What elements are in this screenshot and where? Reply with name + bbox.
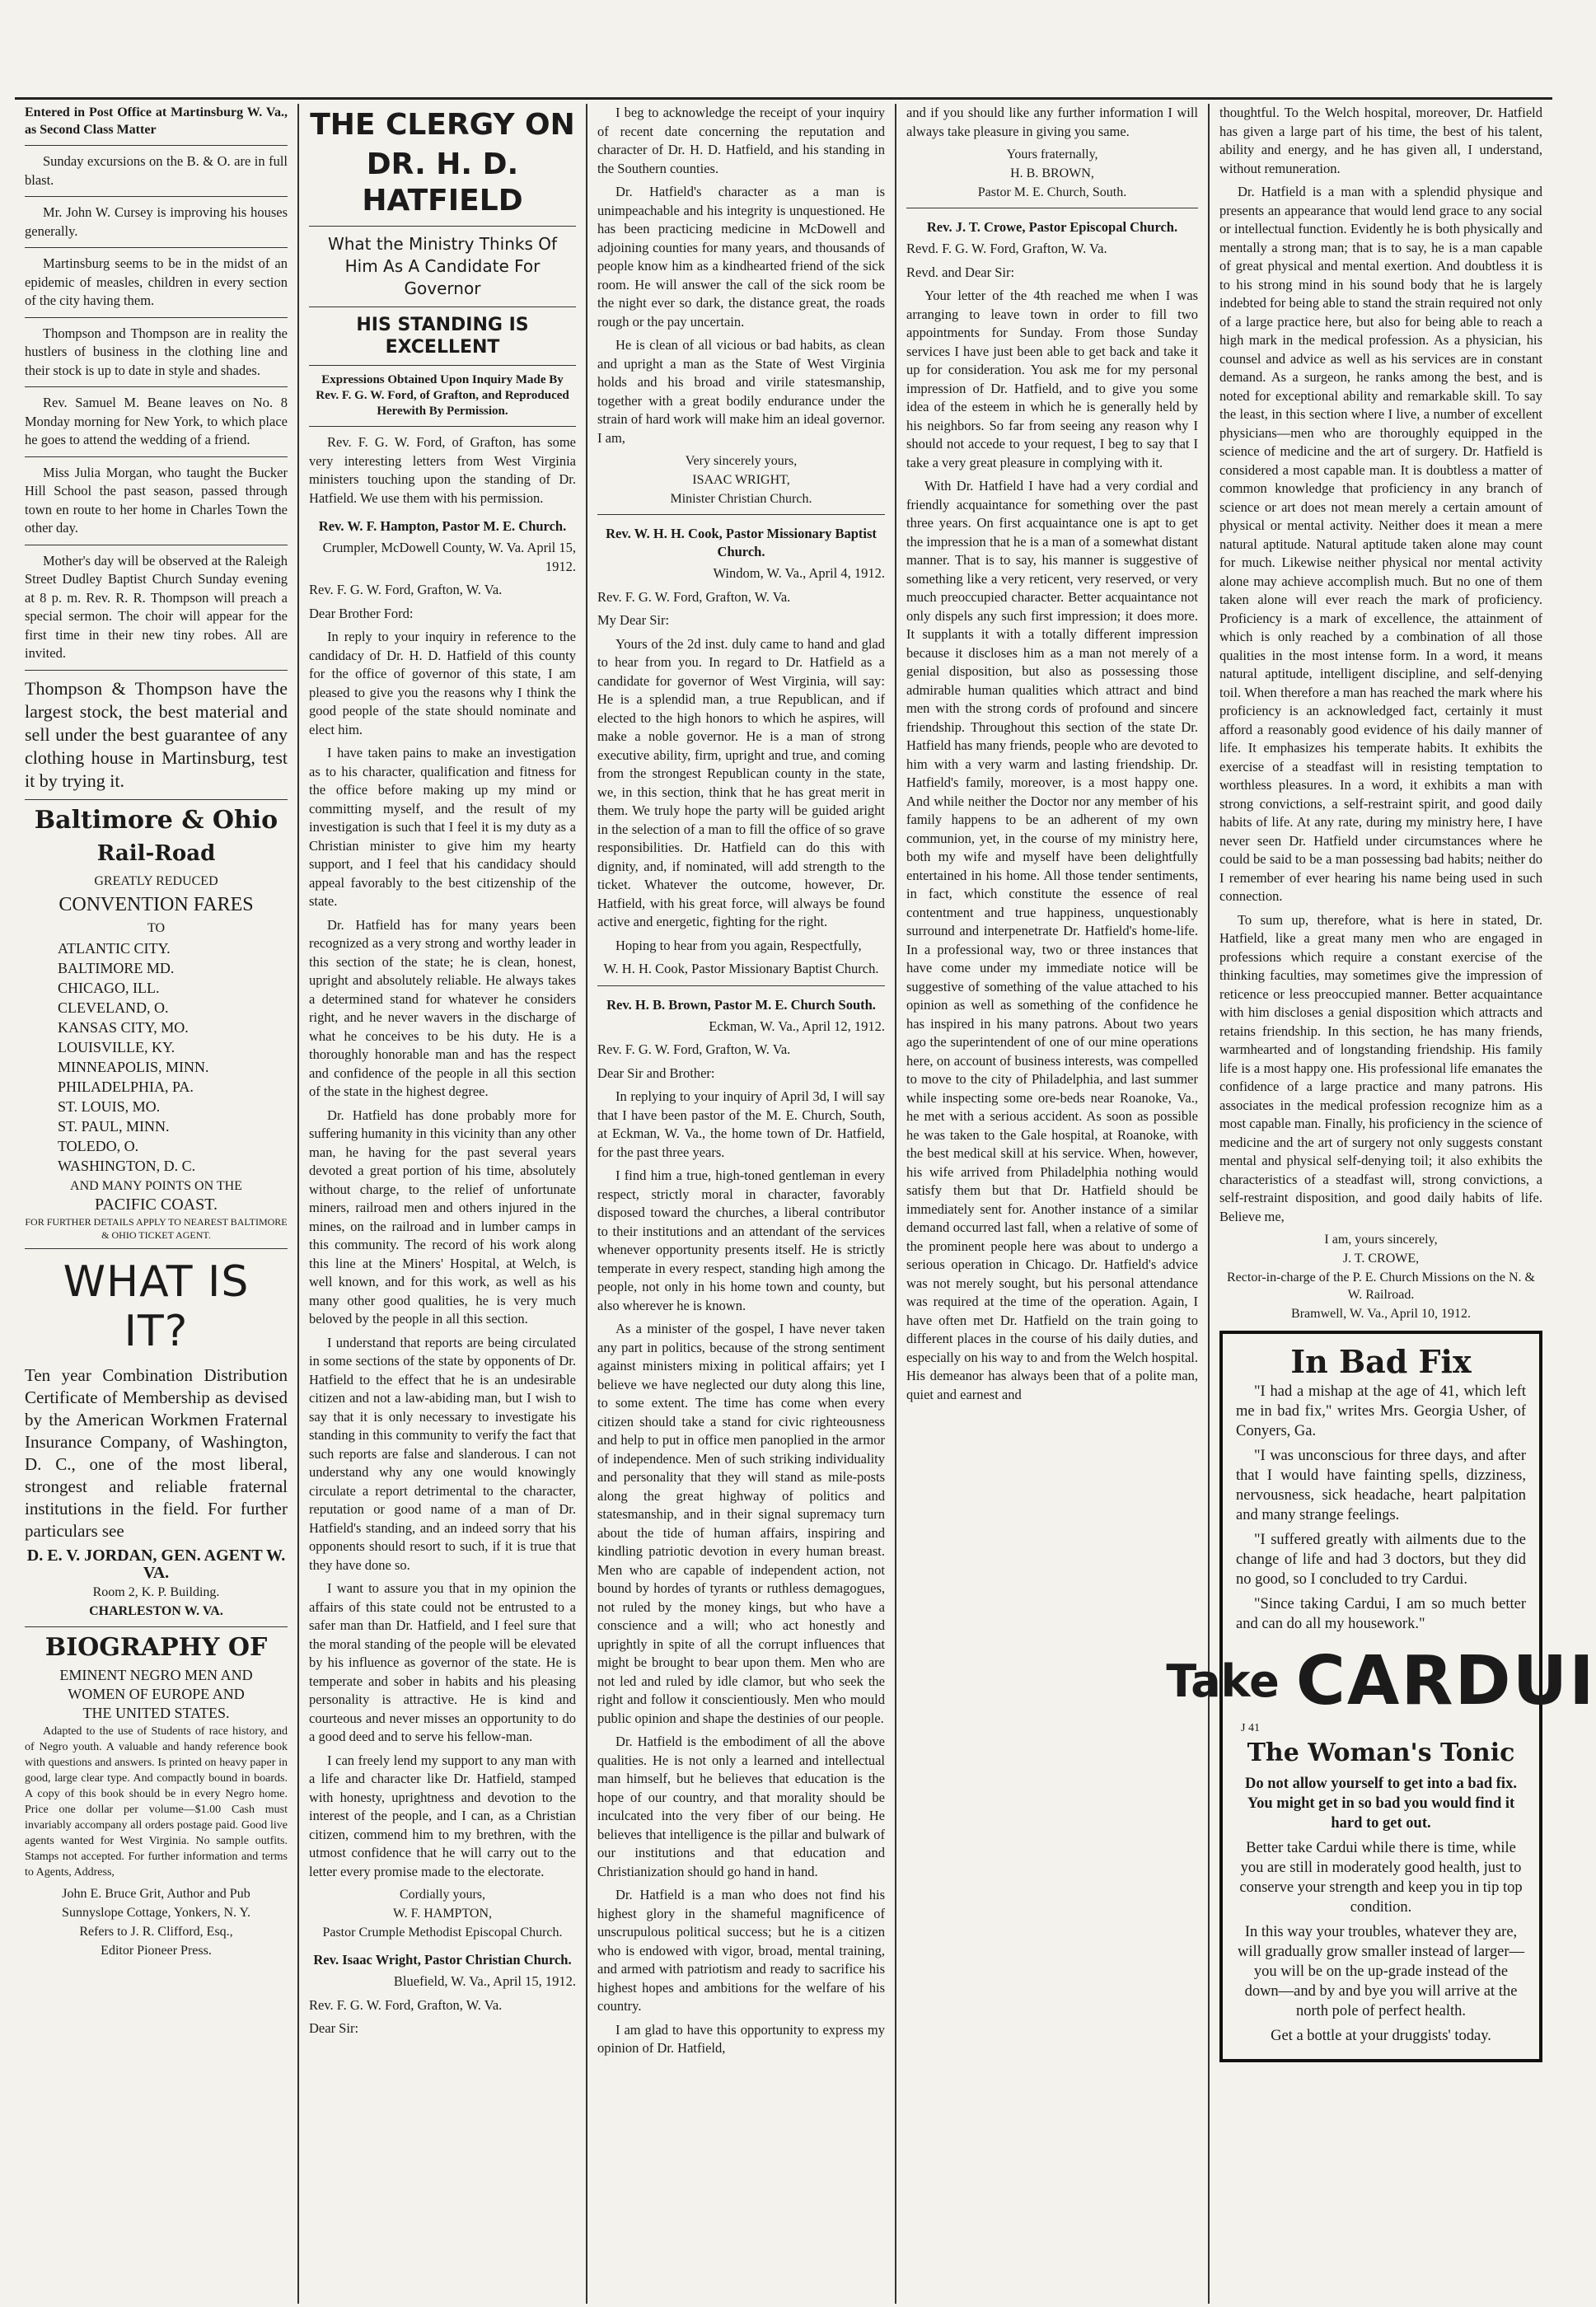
divider [309, 226, 576, 227]
letter-signature: H. B. BROWN, [1010, 166, 1094, 180]
rail-destination: KANSAS CITY, MO. [58, 1018, 189, 1036]
column-3 [587, 104, 896, 2304]
column-5 [1166, 104, 1596, 2304]
local-item: Rev. Samuel M. Beane leaves on No. 8 Monday morning for New York, to which place he goes to attend the wedding of a friend. [25, 395, 288, 447]
biography-sig2: Sunnyslope Cottage, Yonkers, N. Y. [62, 1905, 250, 1920]
letter-paragraph: I have taken pains to make an investigation as to his character, qualification and fitness for the office before making up my mind or committing myself, and the result of my investigation is such that I feel it is my duty as a Christian minister to give him my hearty support, and I feel that his candidacy should appeal favorably to the best citizenship of the state. [309, 745, 576, 909]
letter-paragraph: In reply to your inquiry in reference to the candidacy of Dr. H. D. Hatfield of this county for the office of governor of this state, I am pleased to give you the reasons why I think the good people of the state should nominate and elect him. [309, 629, 576, 737]
rail-line1: GREATLY REDUCED [94, 873, 218, 888]
letter-paragraph: With Dr. Hatfield I have had a very cordial and friendly acquaintance for something over the past three years. On first acquaintance one is apt to get the impression that he is a man of a somewhat distant manner. That is to say, his manner is suggestive of something like a very reticent, very reserved, or very much preoccupied character. Better acquaintance not only dispels any such first impression; it does more. It supplants it with a totally different impression because it discloses him as a man not merely of a genial disposition, but also as possessing those admirable human qualities which attract and bind men with the strong cords of profound and sincere friendship. Throughout this section of the state Dr. Hatfield has many friends, people who are devoted to him with a very warm and lasting friendship. Dr. Hatfield's family, moreover, is a most happy one. And while neither the Doctor nor any member of his family happens to be an adherent of my own communion, yet, in the course of my ministry here, both my wife and myself have been delightfully entertained in his home. All those tender sentiments, in fact, which constitute the essence of real contentment and true happiness, unquestionably surround and interpenetrate Dr. Hatfield's home-life. In a professional way, two or three instances that have come under my immediate notice will be suggestive of something of the value attached to his opinion as well as something of the confidence he has inspired in his many patrons. About two years ago the superintendent of one of our mine operations here, on account of business interests, was compelled to move to the city of Philadelphia, and last summer while inspecting some ore-beds near Roanoke, Va., he met with a serious accident. As soon as possible he was taken to the Gale hospital, at Roanoke, with the best medical skill at his service. When, however, his wife arrived from Philadelphia nothing would satisfy them but that Dr. Hatfield should be immediately sent for. Another instance of a similar demand occurred last fall, when a relative of some of the prominent people here was about to undergo a serious operation in Chicago. Dr. Hatfield's advice was not merely sought, but his personal attendance was required at the time of the operation. Again, I have often met Dr. Hatfield on the train going to different places in the course of his daily duties, and especially on his way to and from the Welch hospital. His demeanor has always been that of a polite man, quiet and earnest and [906, 478, 1198, 1402]
letter-paragraph: Dr. Hatfield is a man who does not find his highest glory in the shameful magnificence of unscrupulous political success; but he is a citizen who is endowed with vigor, broad, mental training, and armed with patriotism and ready to sacrifice his highest hopes and ambitions for the welfare of his country. [597, 1887, 885, 2014]
rail-title: Baltimore & Ohio [34, 805, 278, 835]
letter2-dateline: Bluefield, W. Va., April 15, 1912. [393, 1973, 576, 1989]
ad-take-label: Take [1166, 1655, 1280, 1707]
letter-paragraph: Dr. Hatfield is the embodiment of all the above qualities. He is not only a learned and intellectual man himself, but he believes that education is the hope of our country, and that morality should be inculcated into the very fiber of our being. He believes that intelligence is the pillar and bulwark of our institutions and that education and Christianization should go hand in hand. [597, 1734, 885, 1879]
letter-paragraph: I beg to acknowledge the receipt of your inquiry of recent date concerning the reputation and character of Dr. H. D. Hatfield, and his standing in the Southern counties. [597, 105, 885, 176]
headline-1: THE CLERGY ON [310, 108, 575, 142]
letter-signature: W. F. HAMPTON, [392, 1907, 493, 1921]
biography-sig4: Editor Pioneer Press. [101, 1943, 212, 1958]
divider [25, 247, 288, 248]
rail-destination: MINNEAPOLIS, MINN. [58, 1058, 209, 1075]
letter-paragraph: To sum up, therefore, what is here in stated, Dr. Hatfield, like a great many men who are engaged in professions which require a constant exercise of the thinking faculties, may sometimes give the impression of reticence or less preoccupied manner. Better acquaintance with him discloses a genial disposition which attracts and retains friendship. In this section, he has many friends, warmhearted and of longstanding friendship. His family life is a most happy one. His professional life emanates the confidence of a large practice and many patrons. His associates in the medical profession recognize him as a most capable man. Finally, his proficiency in the science of medicine and the art of surgery not only suggests constant mental and physical self-denying toil; it also exhibits the characteristics of a steadfast will, strong convictions, a self-restraint disposition, and good daily habits of life. Believe me, [1219, 911, 1542, 1224]
rail-destination: ST. LOUIS, MO. [58, 1097, 161, 1115]
letter-address: Rev. F. G. W. Ford, Grafton, W. Va. [309, 582, 503, 597]
cardui-advertisement [1166, 1331, 1596, 2062]
thompson-ad: Thompson & Thompson have the largest stock, the best material and sell under the best guarantee of any clothing house in Martinsburg, test it by trying it. [25, 677, 288, 791]
letter-paragraph: Dr. Hatfield's character as a man is unimpeachable and his integrity is unquestioned. He has been practicing medicine in McDowell and adjoining counties for many years, and thousands of people know him as a kindhearted friend of the sick room. He will answer the call of the sick room be the night ever so dark, the distance great, the roads rough or the pay uncertain. [597, 184, 885, 330]
local-item: Mother's day will be observed at the Raleigh Street Dudley Baptist Church Sunday evening at 8 p. m. Rev. R. R. Thompson will preach a special sermon. The choir will appear for the first time in their new tiny robes. All are invited. [25, 552, 288, 661]
rail-destination: CHICAGO, ILL. [58, 979, 160, 996]
divider [25, 386, 288, 387]
masthead-notice: Entered in Post Office at Martinsburg W. Va., as Second Class Matter [25, 105, 288, 137]
whatisit-body: Ten year Combination Distribution Certificate of Membership as devised by the American Workmen Fraternal Insurance Company, of Washington, D. C., one of the most liberal, strongest and reliable fraternal institutions in the field. For further particulars see [25, 1364, 288, 1541]
rail-destinations [25, 938, 288, 1176]
letter-paragraph: I can freely lend my support to any man with a life and character like Dr. Hatfield, stamped with honesty, uprightness and devotion to the interest of the people, and I can, as a Christian citizen, commend him to my brethren, with the utmost confidence that he will carry out to the letter every promise made to the electorate. [309, 1752, 576, 1879]
letter-signature-place: Bramwell, W. Va., April 10, 1912. [1291, 1307, 1471, 1321]
biography-sub2: WOMEN OF EUROPE AND [68, 1685, 245, 1702]
letter-paragraph: I find him a true, high-toned gentleman in every respect, strictly moral in character, favorably disposed toward the churches, a liberal contributor to their institutions and an attendant of the services whenever opportunity presents itself. He is strictly temperate in every respect, standing high among the people, not only in his home town and county, but also wherever he is known. [597, 1168, 885, 1313]
biography-sig3: Refers to J. R. Clifford, Esq., [79, 1924, 233, 1939]
deck-2: HIS STANDING IS EXCELLENT [356, 315, 529, 358]
biography-body: Adapted to the use of Students of race history, and of Negro youth. A valuable and handy reference book with questions and answers. Is printed on heavy paper in good, large clear type. And compactly bound in boards. A copy of this book should be in every Negro home. Price one dollar per volume—$1.00 Cash must invariably accompany all orders postage paid. Good live agents wanted for West Virginia. No sample outfits. Stamps not accepted. For further information and terms to Agents, Address, [25, 1724, 288, 1879]
rail-details: FOR FURTHER DETAILS APPLY TO NEAREST BALTIMORE & OHIO TICKET AGENT. [25, 1215, 288, 1241]
local-item: Sunday excursions on the B. & O. are in full blast. [25, 153, 288, 188]
local-item: Thompson and Thompson are in reality the hustlers of business in the clothing line and their stock is up to date in style and shades. [25, 325, 288, 378]
ad-paragraph: Get a bottle at your druggists' today. [1271, 2028, 1491, 2044]
letter-paragraph: thoughtful. To the Welch hospital, moreover, Dr. Hatfield has given a large part of his time, the best of his talent, ability and energy, and he has given all, I understand, without remuneration. [1219, 105, 1542, 176]
rail-destination: CLEVELAND, O. [58, 999, 169, 1016]
column-4 [896, 104, 1210, 2304]
top-rule [15, 97, 1552, 100]
letter-close: Yours fraternally, [1006, 147, 1098, 161]
whatisit-title: WHAT IS IT? [63, 1256, 250, 1356]
rail-destination: TOLEDO, O. [58, 1137, 139, 1154]
letter-paragraph: I want to assure you that in my opinion the affairs of this state could not be entrusted to a safer man than Dr. Hatfield, and I feel sure that the moral standing of the people will be elevated by his influence as governor of the state. He is temperate and sober in habits and his pleasing personality is attractive. He is kind and courteous and never misses an opportunity to do a good deed and to serve his fellow-man. [309, 1580, 576, 1744]
letter-salutation: Dear Brother Ford: [309, 605, 414, 621]
divider [25, 317, 288, 318]
deck-3: Expressions Obtained Upon Inquiry Made By Rev. F. G. W. Ford, of Grafton, and Reproduced Herewith By Permission. [316, 373, 569, 418]
letter3-salutation: Dear Sir and Brother: [597, 1065, 715, 1081]
ad-title: In Bad Fix [1290, 1343, 1472, 1380]
letter-heading: Rev. J. T. Crowe, Pastor Episcopal Church. [926, 219, 1178, 235]
divider [25, 145, 288, 146]
letter-paragraph: Dr. Hatfield has for many years been recognized as a very strong and worthy leader in this section of the state; he is clean, honest, upright and absolutely reliable. He always takes a determined stand for whatever he considers right, and he never wavers in the discharge of what he conceives to be his duty. He is a thoroughly honorable man and has the respect and confidence of the people in all this section of the state in the highest degree. [309, 916, 576, 1099]
whatisit-city: CHARLESTON W. VA. [89, 1603, 223, 1618]
biography-sig1: John E. Bruce Grit, Author and Pub [62, 1886, 250, 1901]
letter-address: Rev. F. G. W. Ford, Grafton, W. Va. [597, 588, 791, 605]
divider [25, 196, 288, 197]
divider [25, 1626, 288, 1627]
divider [597, 985, 885, 986]
whatisit-room: Room 2, K. P. Building. [92, 1584, 220, 1599]
letter-signature: W. H. H. Cook, Pastor Missionary Baptist Church. [603, 961, 879, 976]
local-item: Mr. John W. Cursey is improving his houses generally. [25, 204, 288, 239]
ad-paragraph: Better take Cardui while there is time, while you are still in moderately good health, just to conserve your strength and keep you in tip top condition. [1239, 1840, 1523, 1916]
letter-paragraph: He is clean of all vicious or bad habits, as clean and upright a man as the State of West Virginia holds and his broad and virile statesmanship, together with a great bodily endurance under the strain of hard work will make him an ideal governor. I am, [597, 337, 885, 446]
columns [15, 104, 1596, 2304]
divider [597, 514, 885, 515]
letter-paragraph: Dr. Hatfield is a man with a splendid physique and presents an appearance that would lend grace to any social or intellectual function. Evidently he is both physically and mentally a strong man; that is to say, he is a man capable of great physical and mental exertion. And doubtless it is to his strong mind in his sound body that he is largely indebted for being able to stand the strain required not only of a large practice here, but also for being able to reach a high mark in the medical profession. As a physician, his counsel and advice as well as his services are in constant demand. As a surgeon, he ranks among the best, and is noted for exceptional ability and remarkable skill. To say the least, in this section where I live, a number of excellent physicians—men who are thoroughly equipped in the science of medicine and the art of surgery. Dr. Hatfield is considered a most capable man. It is doubtless a matter of common knowledge that proficiency in any branch of science or art does not mean merely a certain amount of physical or mental activity. Neither does it mean a mere natural aptitude. Natural aptitude taken alone may count for much. Likewise neither physical nor mental activity alone may achieve accomplish much. But no one of them taken alone will ever reach the mark of proficiency. Proficiency is a mark of excellence, the attainment of which is only reached by a combination of all those qualities in the most intense form. In a word, it means natural aptitude, intelligent discipline, and self-denying toil. When therefore a man has reached the mark where his proficiency is an acknowledged fact, certainly it must afford a reasonably good evidence of his daily manner of life. It emphasizes his temperate habits. It exhibits the exercise of a steadfast will in resisting temptation to worthless pleasures. In a word, it exhibits a man with strong convictions, a self-restraint spirit, and good daily habits of life. At any rate, during my ministry here, I have never seen Dr. Hatfield under circumstances where he could be said to be a man possessing bad habits; neither do I remember of ever hearing his name being used in such connection. [1219, 184, 1542, 904]
letter-paragraph: I am glad to have this opportunity to express my opinion of Dr. Hatfield, [597, 2021, 885, 2056]
rail-destination: PHILADELPHIA, PA. [58, 1078, 194, 1095]
letter-signature-title: Minister Christian Church. [670, 492, 812, 506]
letter-paragraph: and if you should like any further information I will always take pleasure in giving you same. [906, 105, 1198, 139]
whatisit-agent: D. E. V. JORDAN, GEN. AGENT W. VA. [26, 1546, 286, 1582]
ad-paragraph: In this way your troubles, whatever they are, will gradually grow smaller instead of larger—you will be on the up-grade instead of the down—and by and bye you will arrive at the north pole of perfect health. [1238, 1924, 1524, 2019]
rail-subtitle: Rail-Road [96, 840, 216, 866]
ad-paragraph: "I had a mishap at the age of 41, which left me in bad fix," writes Mrs. Georgia Usher, of Conyers, Ga. [1236, 1383, 1526, 1439]
local-item: Miss Julia Morgan, who taught the Bucker Hill School the past season, passed through town en route to her home in Charles Town the other day. [25, 464, 288, 536]
intro-paragraph: Rev. F. G. W. Ford, of Grafton, has some very interesting letters from West Virginia ministers touching upon the standing of Dr. Hatfield. We use them with his permission. [309, 434, 576, 506]
letter3-dateline: Eckman, W. Va., April 12, 1912. [709, 1018, 885, 1034]
rail-destination: ST. PAUL, MINN. [58, 1117, 170, 1135]
rail-destination: LOUISVILLE, KY. [58, 1038, 176, 1055]
ad-tagline: The Woman's Tonic [1247, 1738, 1515, 1767]
letter-close: I am, yours sincerely, [1324, 1233, 1438, 1247]
rail-destination: BALTIMORE MD. [58, 959, 175, 976]
letter-heading: Rev. W. H. H. Cook, Pastor Missionary Baptist Church. [606, 526, 877, 559]
rail-destination: WASHINGTON, D. C. [58, 1157, 196, 1174]
letter-paragraph: Your letter of the 4th reached me when I was arranging to leave town in order to fill two appointments for Sunday. From those Sunday services I have just been able to get back and take it up for consideration. You ask me for my personal impression of Dr. Hatfield, and to give you some idea of the esteem in which he is generally held by his neighbors. So far from seeing any reason why I should not accede to your request, I beg to say that I take a very great pleasure in complying with it. [906, 288, 1198, 470]
letter-signature: J. T. CROWE, [1342, 1252, 1420, 1266]
biography-title: BIOGRAPHY OF [44, 1632, 268, 1662]
ad-code: J 41 [1241, 1722, 1260, 1734]
rail-destination: ATLANTIC CITY. [58, 939, 171, 957]
letter-salutation: My Dear Sir: [597, 612, 670, 628]
ad-paragraph: "I was unconscious for three days, and after that I would have fainting spells, dizziness, nervousness, sick headache, heart palpitation and many strange feelings. [1236, 1448, 1526, 1523]
rail-to: TO [147, 920, 166, 935]
letter-paragraph: Dr. Hatfield has done probably more for suffering humanity in this vicinity than any other man, he having for the past several years devoted a great portion of his time, absolutely without charge, to the relief of unfortunate miners, railroad men and others injured in the mines, on the railroad and in lumber camps in this community. The record of his work along this line at the Miners' Hospital, at Welch, is well known, and for this work, as well as his many other good qualities, he is very much beloved by the people in all this section. [309, 1107, 576, 1327]
ad-brand-row [1166, 1642, 1596, 1720]
letter-close: Hoping to hear from you again, Respectfully, [615, 937, 862, 953]
ad-brand: CARDUI [1295, 1642, 1596, 1720]
divider [309, 426, 576, 427]
letter-address: Revd. F. G. W. Ford, Grafton, W. Va. [906, 241, 1107, 256]
divider [25, 456, 288, 457]
ad-paragraph: "I suffered greatly with ailments due to the change of life and had 3 doctors, but they did no good, so I concluded to try Cardui. [1236, 1532, 1526, 1588]
letter-signature-title: Pastor M. E. Church, South. [977, 185, 1127, 199]
letter-signature: ISAAC WRIGHT, [692, 473, 790, 487]
local-item: Martinsburg seems to be in the midst of an epidemic of measles, children in every section of the city having them. [25, 255, 288, 308]
divider [25, 799, 288, 800]
letter-paragraph: Yours of the 2d inst. duly came to hand and glad to hear from you. In regard to Dr. Hatfield as a candidate for governor of West Virginia, will say: He is a splendid man, a true Republican, and if elected to the high honors to which he aspires, will make a noble governor. He is a man of strong executive ability, firm, upright and true, and coming from the strongest Republican county in the state, we, in this section, think that he has great merit in them. We truly hope the party will be guided aright in the selection of a man to fill the office of so grave responsibilities. Dr. Hatfield can do this with dignity, and, if nominated, will add strength to the ticket. Whatever the outcome, however, Dr. Hatfield, with his great force, will always be found active and energetic, fighting for the right. [597, 635, 885, 929]
letter3-address: Rev. F. G. W. Ford, Grafton, W. Va. [597, 1041, 791, 1057]
letter3-heading: Rev. H. B. Brown, Pastor M. E. Church South. [606, 996, 876, 1013]
column-2 [299, 104, 587, 2304]
letter2-heading: Rev. Isaac Wright, Pastor Christian Church. [313, 1952, 572, 1968]
headline-2: DR. H. D. HATFIELD [362, 147, 523, 218]
rail-pacific: PACIFIC COAST. [95, 1195, 218, 1214]
letter-signature-title: Pastor Crumple Methodist Episcopal Church. [322, 1926, 563, 1940]
letter-close: Very sincerely yours, [685, 454, 798, 468]
ad-paragraph: Do not allow yourself to get into a bad fix. You might get in so bad you would find it hard to get out. [1245, 1776, 1517, 1832]
biography-sub1: EMINENT NEGRO MEN AND [59, 1666, 253, 1683]
biography-sub3: THE UNITED STATES. [82, 1704, 230, 1721]
letter-paragraph: In replying to your inquiry of April 3d, I will say that I have been pastor of the M. E. Church, South, at Eckman, W. Va., the home town of Dr. Hatfield, for the past three years. [597, 1088, 885, 1160]
letter-paragraph: I understand that reports are being circulated in some sections of the state by opponents of Dr. Hatfield to the effect that he is an undesirable citizen and not a law-abiding man, but I wish to say that it is only necessary to investigate his standing in this community to verify the fact that such reports are false and slanderous. I can not understand why any one would knowingly circulate a report detrimental to the character, reputation or good name of a man of Dr. Hatfield's standing, and an indeed sorry that his opponents should resort to such, if it is true that they have done so. [309, 1334, 576, 1573]
rail-many-points: AND MANY POINTS ON THE [70, 1178, 242, 1193]
column-1 [15, 104, 299, 2304]
letter-dateline: Windom, W. Va., April 4, 1912. [713, 565, 885, 581]
letter-signature-title: Rector-in-charge of the P. E. Church Missions on the N. & W. Railroad. [1227, 1270, 1535, 1302]
letter-dateline: Crumpler, McDowell County, W. Va. April 15, 1912. [322, 540, 576, 574]
letter-salutation: Revd. and Dear Sir: [906, 264, 1015, 280]
letter2-address: Rev. F. G. W. Ford, Grafton, W. Va. [309, 1996, 503, 2013]
divider [309, 365, 576, 366]
divider [25, 670, 288, 671]
letter-heading: Rev. W. F. Hampton, Pastor M. E. Church. [318, 518, 567, 534]
letter-paragraph: As a minister of the gospel, I have never taken any part in politics, because of the strong sentiment against ministers mixing in political affairs; yet I believe we have neglected our duty along this line, to some extent. The time has come when every citizen should take a stand for civic righteousness and help to put in office men panoplied in the armor of independence. Men of such striking individuality and personality that they will stand as mile-posts along the great highway of politics and statesmanship, and in their signal supremacy turn about the tide of human affairs, inspiring and kindling patriotic devotion in every human breast. Men who are capable of independent action, not bound by hordes of tyrants or ruthless demagogues, not ruled by the money kings, but who have a conscience and a will; who act honestly and uprightly in spite of all the corrupt influences that might be brought to bear upon them. Men who are not led and ruled by idle clamor, but who seek the right and follow it conscientiously. Men who mould public opinion and shape the destinies of our people. [597, 1321, 885, 1726]
deck-1: What the Ministry Thinks Of Him As A Candidate For Governor [327, 234, 558, 298]
ad-paragraph: "Since taking Cardui, I am so much better and can do all my housework." [1236, 1596, 1526, 1632]
divider [25, 1248, 288, 1249]
letter2-salutation: Dear Sir: [309, 2020, 359, 2036]
letter-close: Cordially yours, [400, 1888, 485, 1902]
rail-line2: CONVENTION FARES [59, 893, 254, 915]
